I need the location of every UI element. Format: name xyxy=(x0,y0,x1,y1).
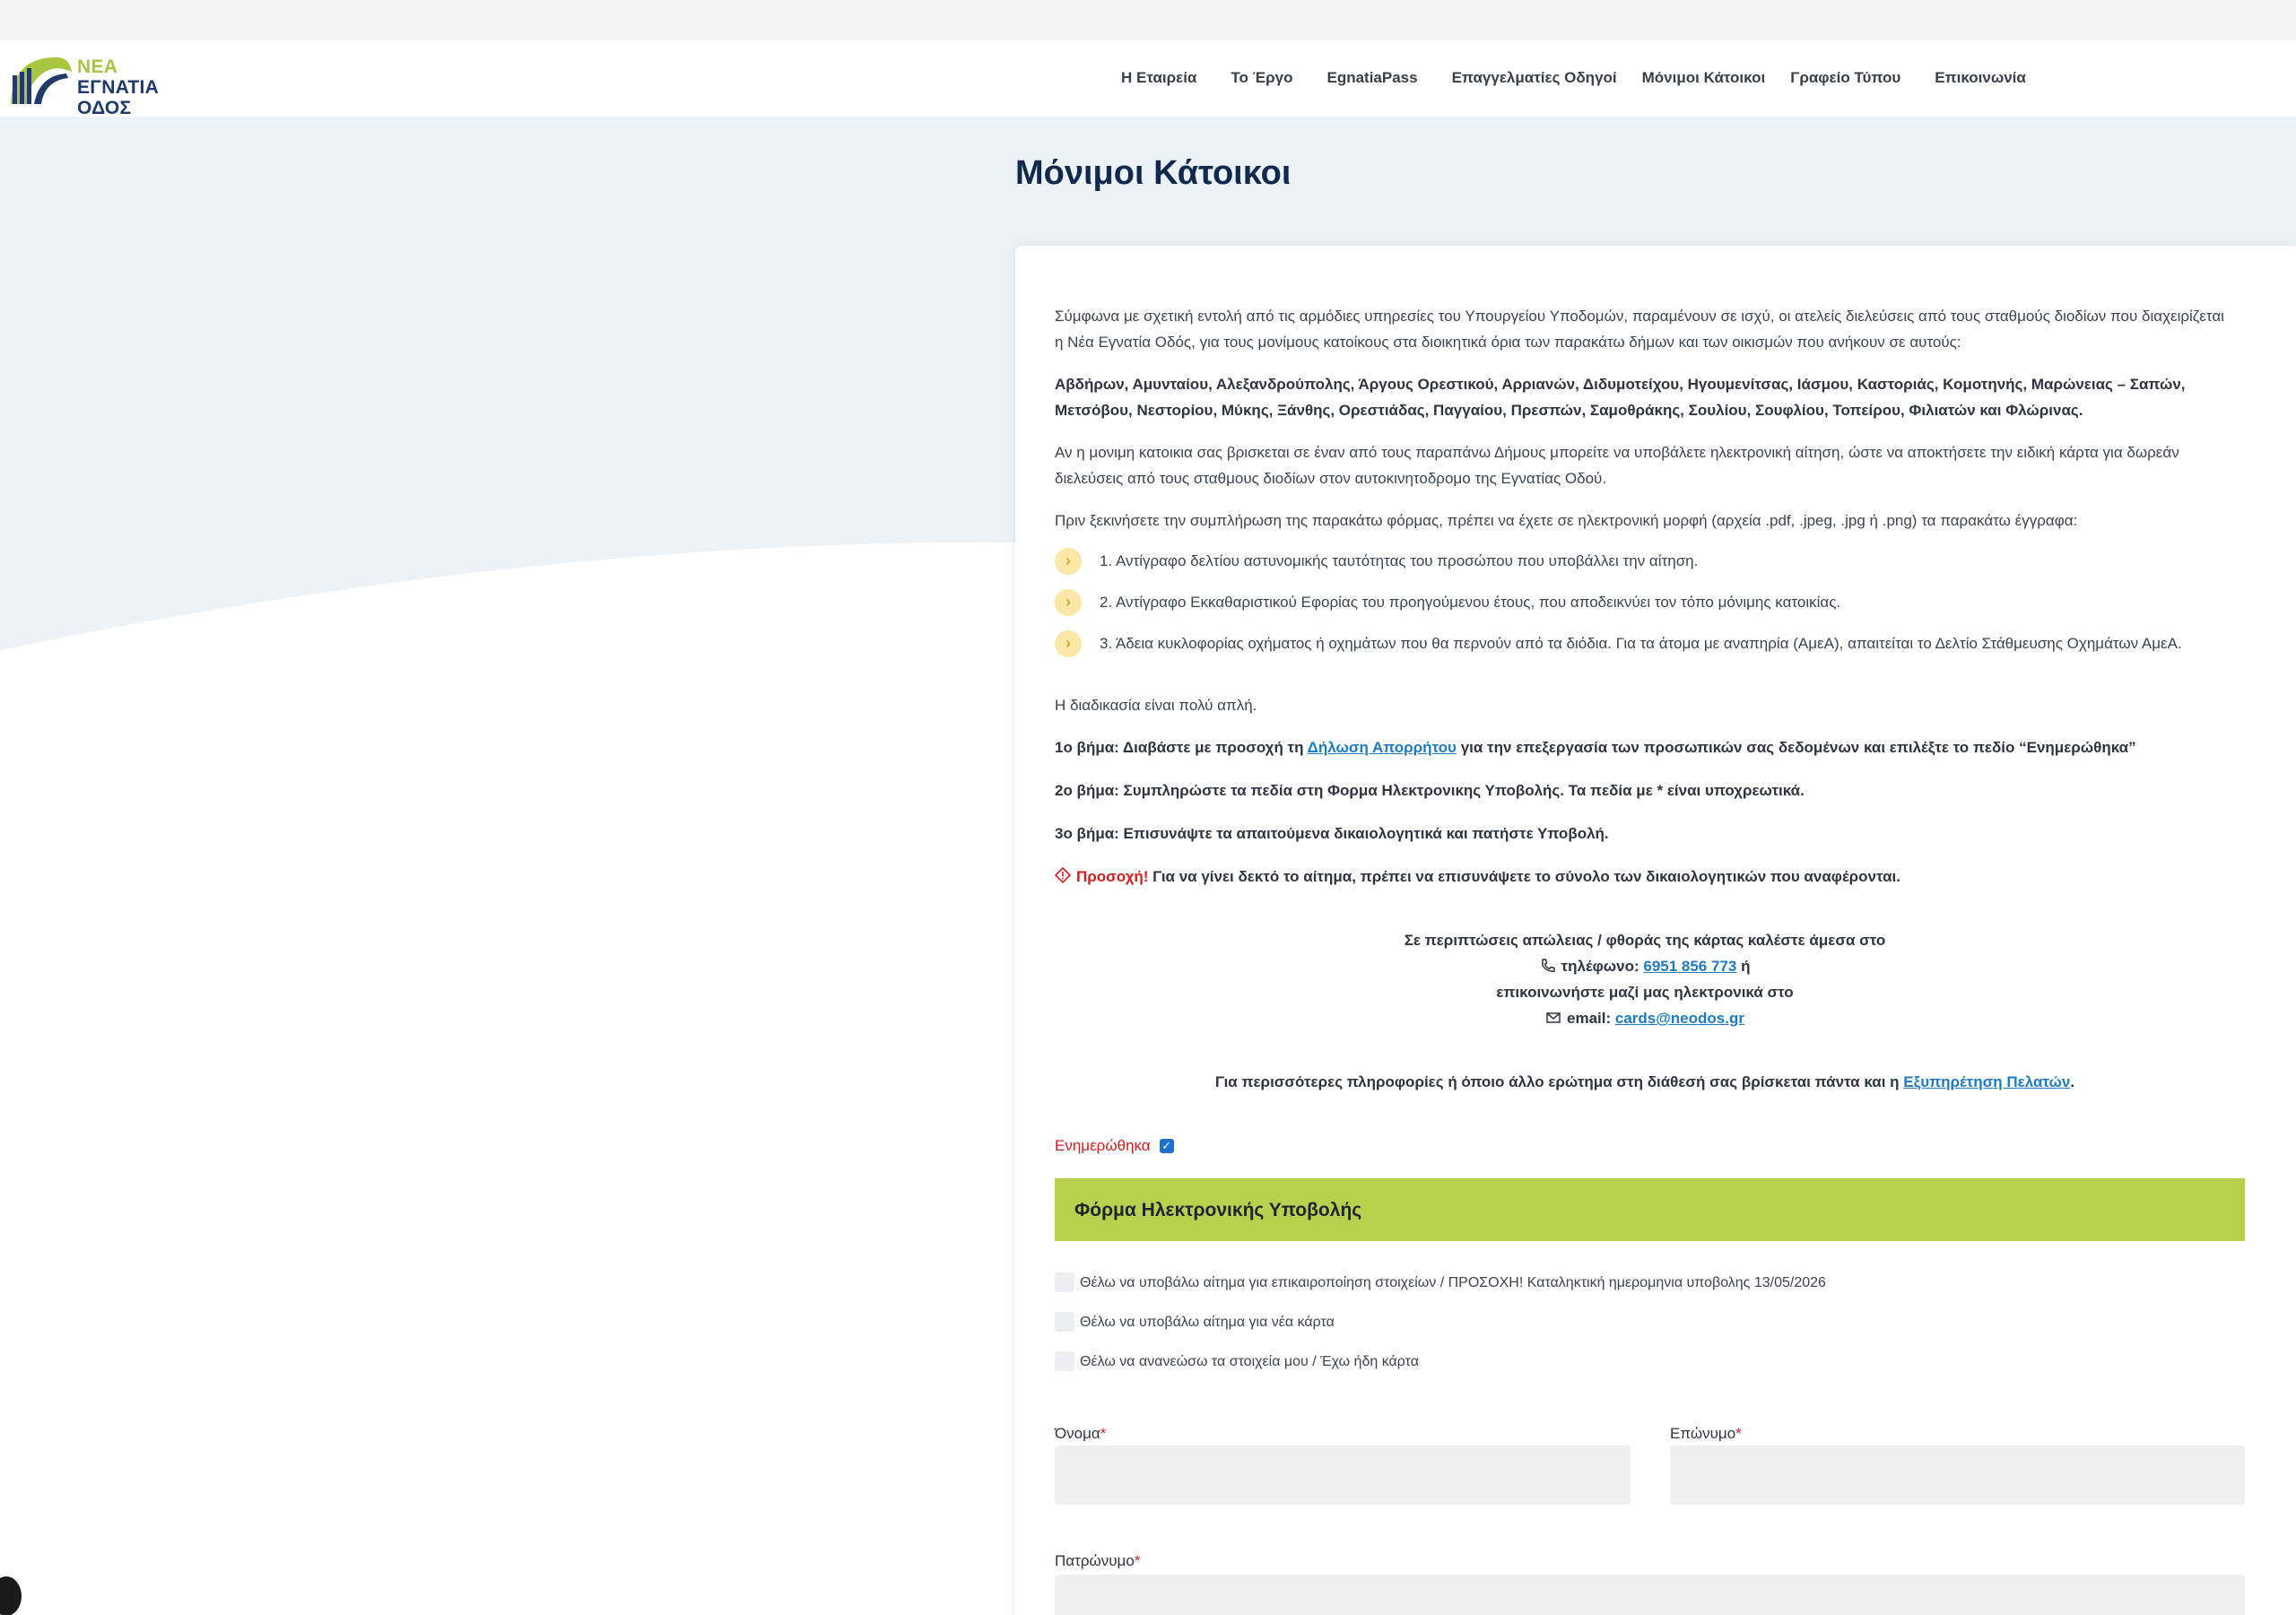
logo-text-line2: ΕΓΝΑΤΙΑ xyxy=(77,77,160,98)
documents-list xyxy=(1055,548,2235,656)
top-strip xyxy=(0,0,2296,39)
chevron-right-icon: › xyxy=(1055,589,1082,616)
privacy-policy-link[interactable]: Δήλωση Απορρήτου xyxy=(1307,739,1457,756)
warning-icon xyxy=(1055,867,1071,883)
option-renew-details[interactable]: Θέλω να ανανεώσω τα στοιχεία μου / Έχω ήδη κάρτα xyxy=(1055,1341,2235,1381)
nav-professional-drivers[interactable]: Επαγγελματίες Οδηγοί xyxy=(1451,69,1617,86)
nav-egnatiapass[interactable]: EgnatiaPass xyxy=(1326,69,1418,86)
steps xyxy=(1055,734,2235,890)
logo-text-line1: ΝΕΑ xyxy=(77,56,118,77)
logo-icon xyxy=(9,48,75,108)
form-title: Φόρμα Ηλεκτρονικής Υποβολής xyxy=(1055,1178,2245,1241)
contact-line3: επικοινωνήστε μαζί μας ηλεκτρονικά στο xyxy=(1496,984,1794,1001)
intro-text: Σύμφωνα με σχετική εντολή από τις αρμόδιες υπηρεσίες του Υπουργείου Υποδομών, παραμένουν σε ισχύ, οι ατελείς διελεύσεις από τους σταθμούς διοδίων που διαχειρίζεται η Νέα Εγνατία Οδός, για τους μονίμους κατοίκους στα διοικητικά όρια των παρακάτω δήμων και των οικισμών που ανήκουν σε αυτούς: xyxy=(1055,308,2224,351)
option-new-card[interactable]: Θέλω να υποβάλω αίτημα για νέα κάρτα xyxy=(1055,1302,2235,1341)
step-2: 2ο βήμα: Συμπληρώστε τα πεδία στη Φορμα Ηλεκτρονικης Υποβολής. Τα πεδία με * είναι υποχρεωτικά. xyxy=(1055,782,1805,799)
contact-block xyxy=(1055,927,2235,1031)
informed-label: Ενημερώθηκα xyxy=(1055,1137,1151,1154)
first-name-input[interactable] xyxy=(1055,1446,1631,1505)
informed-field xyxy=(1055,1133,2235,1159)
page-title: Μόνιμοι Κάτοικοι xyxy=(1015,154,1292,192)
step-3: 3ο βήμα: Επισυνάψτε τα απαιτούμενα δικαιολογητικά και πατήστε Υποβολή. xyxy=(1055,825,1609,842)
checkbox[interactable] xyxy=(1055,1312,1074,1332)
warning-label: Προσοχή! xyxy=(1076,868,1149,885)
contact-phone-line: τηλέφωνο: 6951 856 773 ή xyxy=(1055,953,2235,979)
nav-permanent-residents[interactable]: Μόνιμοι Κάτοικοι xyxy=(1641,69,1766,86)
process-text: Η διαδικασία είναι πολύ απλή. xyxy=(1055,697,1257,714)
list-item: › 2. Αντίγραφο Εκκαθαριστικού Εφορίας του προηγούμενου έτους, που αποδεικνύει τον τόπο μόνιμης κατοικίας. xyxy=(1055,589,2235,615)
site-header xyxy=(0,39,2296,117)
eligibility-text: Αν η μονιμη κατοικια σας βρισκεται σε έναν από τους παραπάνω Δήμους μπορείτε να υποβάλετε ηλεκτρονική αίτηση, ώστε να αποκτήσετε την ειδική κάρτα για δωρεάν διελεύσεις από τους σταθμους διοδίων στον αυτοκινητοδρομο της Εγνατίας Οδού. xyxy=(1055,444,2179,487)
content-card xyxy=(1015,246,2296,1615)
nav-project[interactable]: Το Έργο xyxy=(1231,69,1293,86)
more-info: Για περισσότερες πληροφορίες ή όποιο άλλο ερώτημα στη διάθεσή σας βρίσκεται πάντα και η Εξυπηρέτηση Πελατών. xyxy=(1214,1073,2075,1090)
customer-service-link[interactable]: Εξυπηρέτηση Πελατών xyxy=(1903,1073,2071,1090)
informed-checkbox[interactable]: ✓ xyxy=(1160,1139,1174,1153)
father-name-input[interactable] xyxy=(1055,1575,2245,1615)
warning: Προσοχή! Για να γίνει δεκτό το αίτημα, πρέπει να επισυνάψετε το σύνολο των δικαιολογητικών που αναφέρονται. xyxy=(1055,864,2235,890)
site-logo[interactable] xyxy=(9,48,170,118)
contact-email-line: email: cards@neodos.gr xyxy=(1055,1005,2235,1031)
main-nav xyxy=(1121,39,2060,117)
father-name-label: Πατρώνυμο* xyxy=(1055,1552,1141,1569)
nav-contact[interactable]: Επικοινωνία xyxy=(1935,69,2026,86)
last-name-label: Επώνυμο* xyxy=(1670,1425,1742,1442)
step-1: 1ο βήμα: Διαβάστε με προσοχή τη Δήλωση Απορρήτου για την επεξεργασία των προσωπικών σας δεδομένων και επιλέξτε το πεδίο “Ενημερώθηκα” xyxy=(1055,739,2136,756)
logo-text-line3: ΟΔΟΣ xyxy=(77,98,132,118)
phone-icon xyxy=(1540,958,1556,974)
contact-line1: Σε περιπτώσεις απώλειας / φθοράς της κάρτας καλέστε άμεσα στο xyxy=(1404,932,1886,949)
checkbox[interactable] xyxy=(1055,1272,1074,1292)
request-options xyxy=(1055,1263,2235,1381)
chevron-right-icon: › xyxy=(1055,548,1082,575)
documents-intro: Πριν ξεκινήσετε την συμπλήρωση της παρακάτω φόρμας, πρέπει να έχετε σε ηλεκτρονική μορφή (αρχεία .pdf, .jpeg, .jpg ή .png) τα παρακάτω έγγραφα: xyxy=(1055,512,2078,529)
option-update-details[interactable]: Θέλω να υποβάλω αίτημα για επικαιροποίηση στοιχείων / ΠΡΟΣΟΧΗ! Καταληκτική ημερομηνια υποβολης 13/05/2026 xyxy=(1055,1263,2235,1302)
nav-press-office[interactable]: Γραφείο Τύπου xyxy=(1790,69,1901,86)
checkbox[interactable] xyxy=(1055,1351,1074,1371)
list-item: › 1. Αντίγραφο δελτίου αστυνομικής ταυτότητας του προσώπου που υποβάλλει την αίτηση. xyxy=(1055,548,2235,574)
mail-icon xyxy=(1545,1010,1561,1026)
chevron-right-icon: › xyxy=(1055,630,1082,657)
nav-company[interactable]: Η Εταιρεία xyxy=(1121,69,1197,86)
last-name-input[interactable] xyxy=(1670,1446,2245,1505)
municipalities-list: Αβδήρων, Αμυνταίου, Αλεξανδρούπολης, Άργους Ορεστικού, Αρριανών, Διδυμοτείχου, Ηγουμενίτσας, Ιάσμου, Καστοριάς, Κομοτηνής, Μαρώνειας – Σαπών, Μετσόβου, Νεστορίου, Μύκης, Ξάνθης, Ορεστιάδας, Παγγαίου, Πρεσπών, Σαμοθράκης, Σουλίου, Σουφλίου, Τοπείρου, Φιλιατών και Φλώρινας. xyxy=(1055,376,2186,419)
form-fields xyxy=(1055,1420,2235,1600)
list-item: › 3. Άδεια κυκλοφορίας οχήματος ή οχημάτων που θα περνούν από τα διόδια. Για τα άτομα με αναπηρία (ΑμεΑ), απαιτείται το Δελτίο Στάθμευσης Οχημάτων ΑμεΑ. xyxy=(1055,630,2235,656)
phone-link[interactable]: 6951 856 773 xyxy=(1643,958,1737,975)
email-link[interactable]: cards@neodos.gr xyxy=(1614,1010,1744,1027)
first-name-label: Όνομα* xyxy=(1055,1425,1107,1442)
